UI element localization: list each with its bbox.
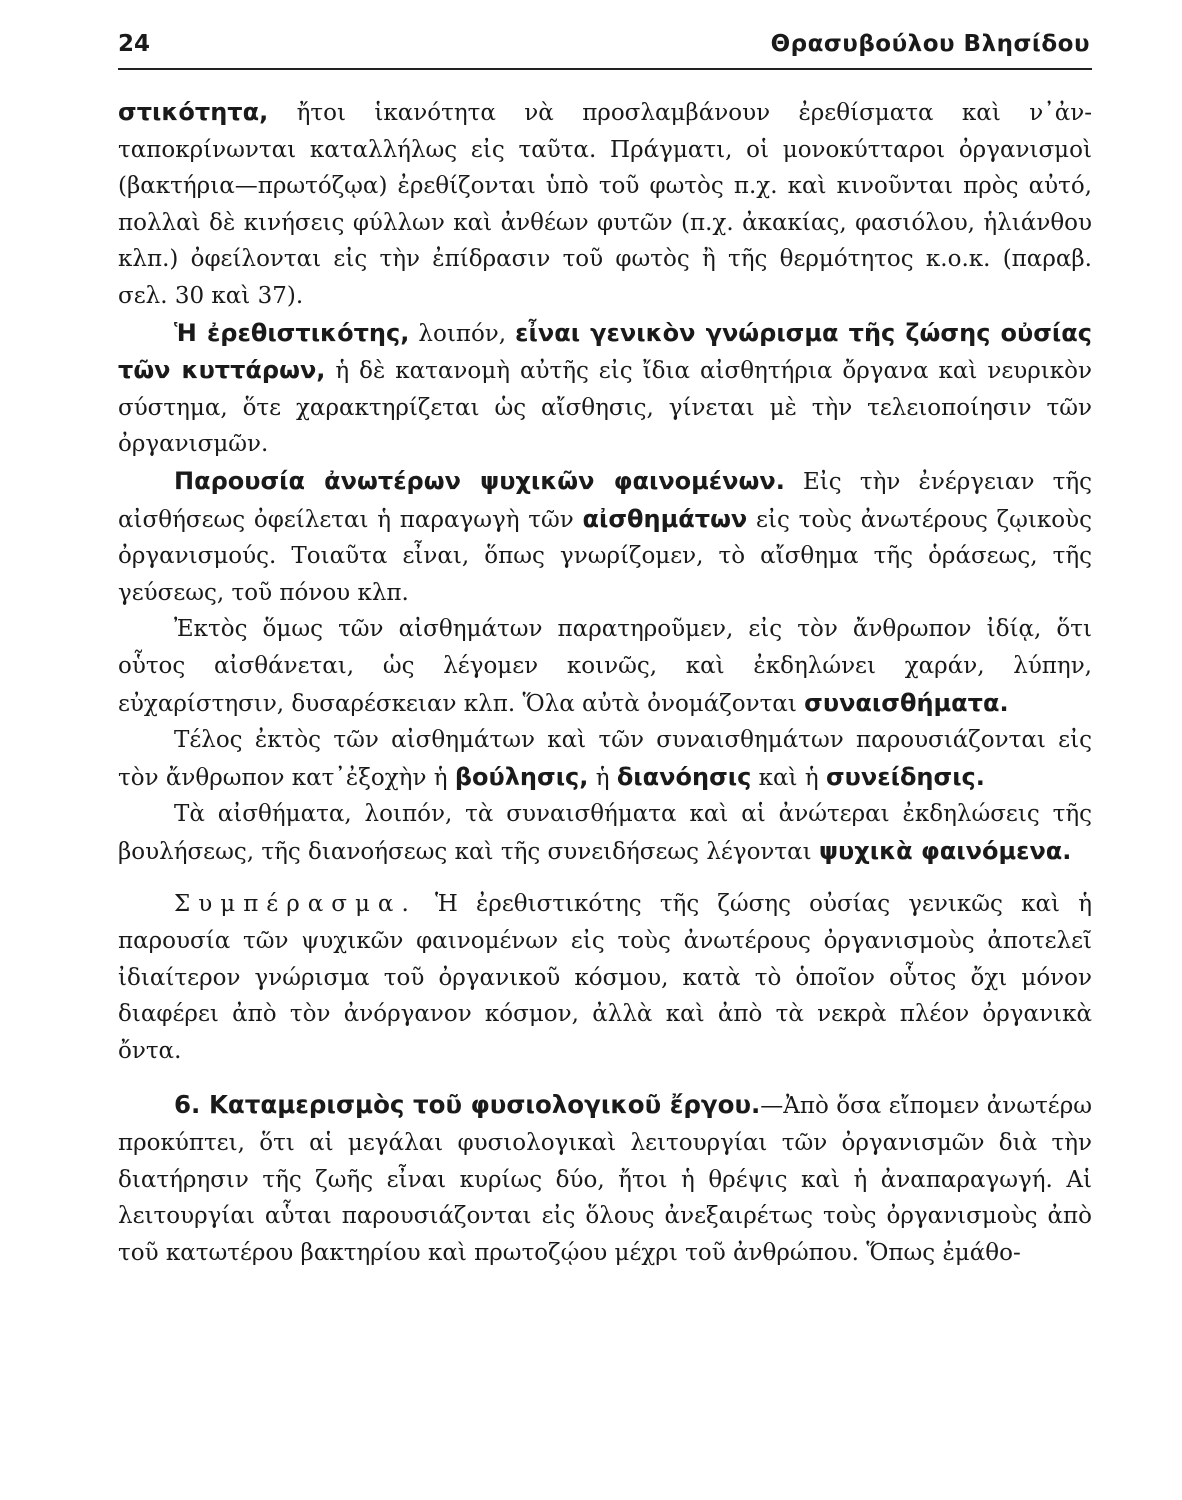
paragraph-conclusion: [118, 886, 1092, 1069]
bold-term: διανόησις: [616, 762, 752, 791]
paragraph-summary-psychic: [118, 796, 1092, 870]
conclusion-label: Συμπέρασμα.: [174, 891, 417, 918]
page-header: [118, 24, 1092, 62]
paragraph-text: Ἡ ἐρεθιστικότης τῆς ζώσης οὐσίας γενικῶς καὶ ἡ παρουσία τῶν ψυχικῶν φαινομένων εἰς τοὺς ἀνωτέρους ὀργανισμοὺς ἀποτελεῖ ἰδιαίτερον γνώρισμα τοῦ ὀργανικοῦ κόσμου, κατὰ τὸ ὁποῖον οὗτος ὄχι μόνον διαφέρει ἀπὸ τὸν ἀνόργανον κόσμον, ἀλλὰ καὶ ἀπὸ τὰ νεκρὰ πλέον ὀργανικὰ ὄντα.: [118, 891, 1092, 1064]
bold-term: συνείδησις.: [825, 762, 985, 791]
paragraph-text: —Ἀπὸ ὅσα εἴπομεν ἀνωτέρω προκύπτει, ὅτι αἱ μεγάλαι φυσιολογικαὶ λειτουργίαι τῶν ὀργανισμῶν διὰ τὴν διατήρησιν τῆς ζωῆς εἶναι κυρίως δύο, ἤτοι ἡ θρέψις καὶ ἡ ἀναπαραγωγή. Αἱ λειτουργίαι αὗται παρουσιάζονται εἰς ὅλους ἀνεξαιρέτως τοὺς ὀργανισμοὺς ἀπὸ τοῦ κατωτέρου βακτηρίου καὶ πρωτοζῴου μέχρι τοῦ ἀνθρώπου. Ὅπως ἐμάθο-: [118, 1093, 1092, 1266]
bold-term: Ἡ ἐρεθιστικότης,: [174, 318, 410, 347]
paragraph-text: ἤτοι ἱκανότητα νὰ προσλαμβάνουν ἐρεθίσματα καὶ ν᾽ἀνταποκρίνωνται καταλλήλως εἰς ταῦτα. Πράγματι, οἱ μονοκύτταροι ὀργανισμοὶ (βακτήρια—πρωτόζῳα) ἐρεθίζονται ὑπὸ τοῦ φωτὸς π.χ. καὶ κινοῦνται πρὸς αὐτό, πολλαὶ δὲ κινήσεις φύλλων καὶ ἀνθέων φυτῶν (π.χ. ἀκακίας, φασιόλου, ἡλιάνθου κλπ.) ὀφείλονται εἰς τὴν ἐπίδρασιν τοῦ φωτὸς ἢ τῆς θερμότητος κ.ο.κ. (παραβ. σελ. 30 καὶ 37).: [118, 100, 1092, 309]
section-6: [118, 1087, 1092, 1271]
paragraph-continued: [118, 94, 1092, 315]
paragraph-text: ἡ: [588, 764, 617, 791]
paragraph-will: [118, 722, 1092, 796]
paragraph-text: Τέλος ἐκτὸς τῶν αἰσθημάτων καὶ τῶν συναισθημάτων παρουσιάζονται εἰς τὸν ἄνθρωπον κατ᾽ἐξοχὴν ἡ: [118, 727, 1092, 791]
paragraph-irritability: [118, 315, 1092, 463]
paragraph-text: λοιπόν,: [409, 320, 516, 347]
running-title: Θρασυβούλου Βλησίδου: [770, 31, 1090, 57]
paragraph-text: Εἰς τὴν ἐνέργειαν τῆς αἰσθήσεως ὀφείλεται ἡ παραγωγὴ τῶν: [118, 468, 1092, 533]
bold-term: εἶναι γενικὸν γνώρισμα τῆς ζώσης οὐσίας τῶν κυττάρων,: [118, 318, 1092, 385]
paragraph-text: Ἐκτὸς ὅμως τῶν αἰσθημάτων παρατηροῦμεν, εἰς τὸν ἄνθρωπον ἰδίᾳ, ὅτι οὗτος αἰσθάνεται, ὡς λέγομεν κοινῶς, καὶ ἐκδηλώνει χαράν, λύπην, εὐχαρίστησιν, δυσαρέσκειαν κλπ. Ὅλα αὐτὰ ὀνομάζονται: [118, 616, 1092, 717]
paragraph-text: εἰς τοὺς ἀνωτέρους ζῳικοὺς ὀργανισμούς. Τοιαῦτα εἶναι, ὅπως γνωρίζομεν, τὸ αἴσθημα τῆς ὁράσεως, τῆς γεύσεως, τοῦ πόνου κλπ.: [118, 506, 1092, 606]
header-rule: [118, 68, 1092, 70]
bold-term: αἰσθημάτων: [582, 504, 748, 533]
paragraph-emotions: [118, 611, 1092, 722]
bold-term: ψυχικὰ φαινόμενα.: [819, 836, 1072, 865]
page-number: 24: [118, 31, 151, 57]
paragraph-text: Τὰ αἰσθήματα, λοιπόν, τὰ συναισθήματα καὶ αἱ ἀνώτεραι ἐκδηλώσεις τῆς βουλήσεως, τῆς διανοήσεως καὶ τῆς συνειδήσεως λέγονται: [118, 801, 1092, 865]
bold-heading: Παρουσία ἀνωτέρων ψυχικῶν φαινομένων.: [174, 466, 785, 495]
paragraph-text: ἡ δὲ κατανομὴ αὐτῆς εἰς ἴδια αἰσθητήρια ὄργανα καὶ νευρικὸν σύστημα, ὅτε χαρακτηρίζεται ὡς αἴσθησις, γίνεται μὲ τὴν τελειοποίησιν τῶν ὀργανισμῶν.: [118, 358, 1093, 458]
paragraph-text: καὶ ἡ: [751, 764, 826, 791]
paragraph-psychic-phenomena: [118, 463, 1092, 611]
section-heading: 6. Καταμερισμὸς τοῦ φυσιολογικοῦ ἔργου.: [174, 1090, 761, 1120]
book-page: [118, 16, 1092, 1486]
bold-term: συναισθήματα.: [804, 688, 1009, 717]
bold-term: στικότητα,: [118, 98, 269, 126]
page-body: [118, 94, 1092, 1271]
bold-term: βούλησις,: [454, 762, 589, 791]
